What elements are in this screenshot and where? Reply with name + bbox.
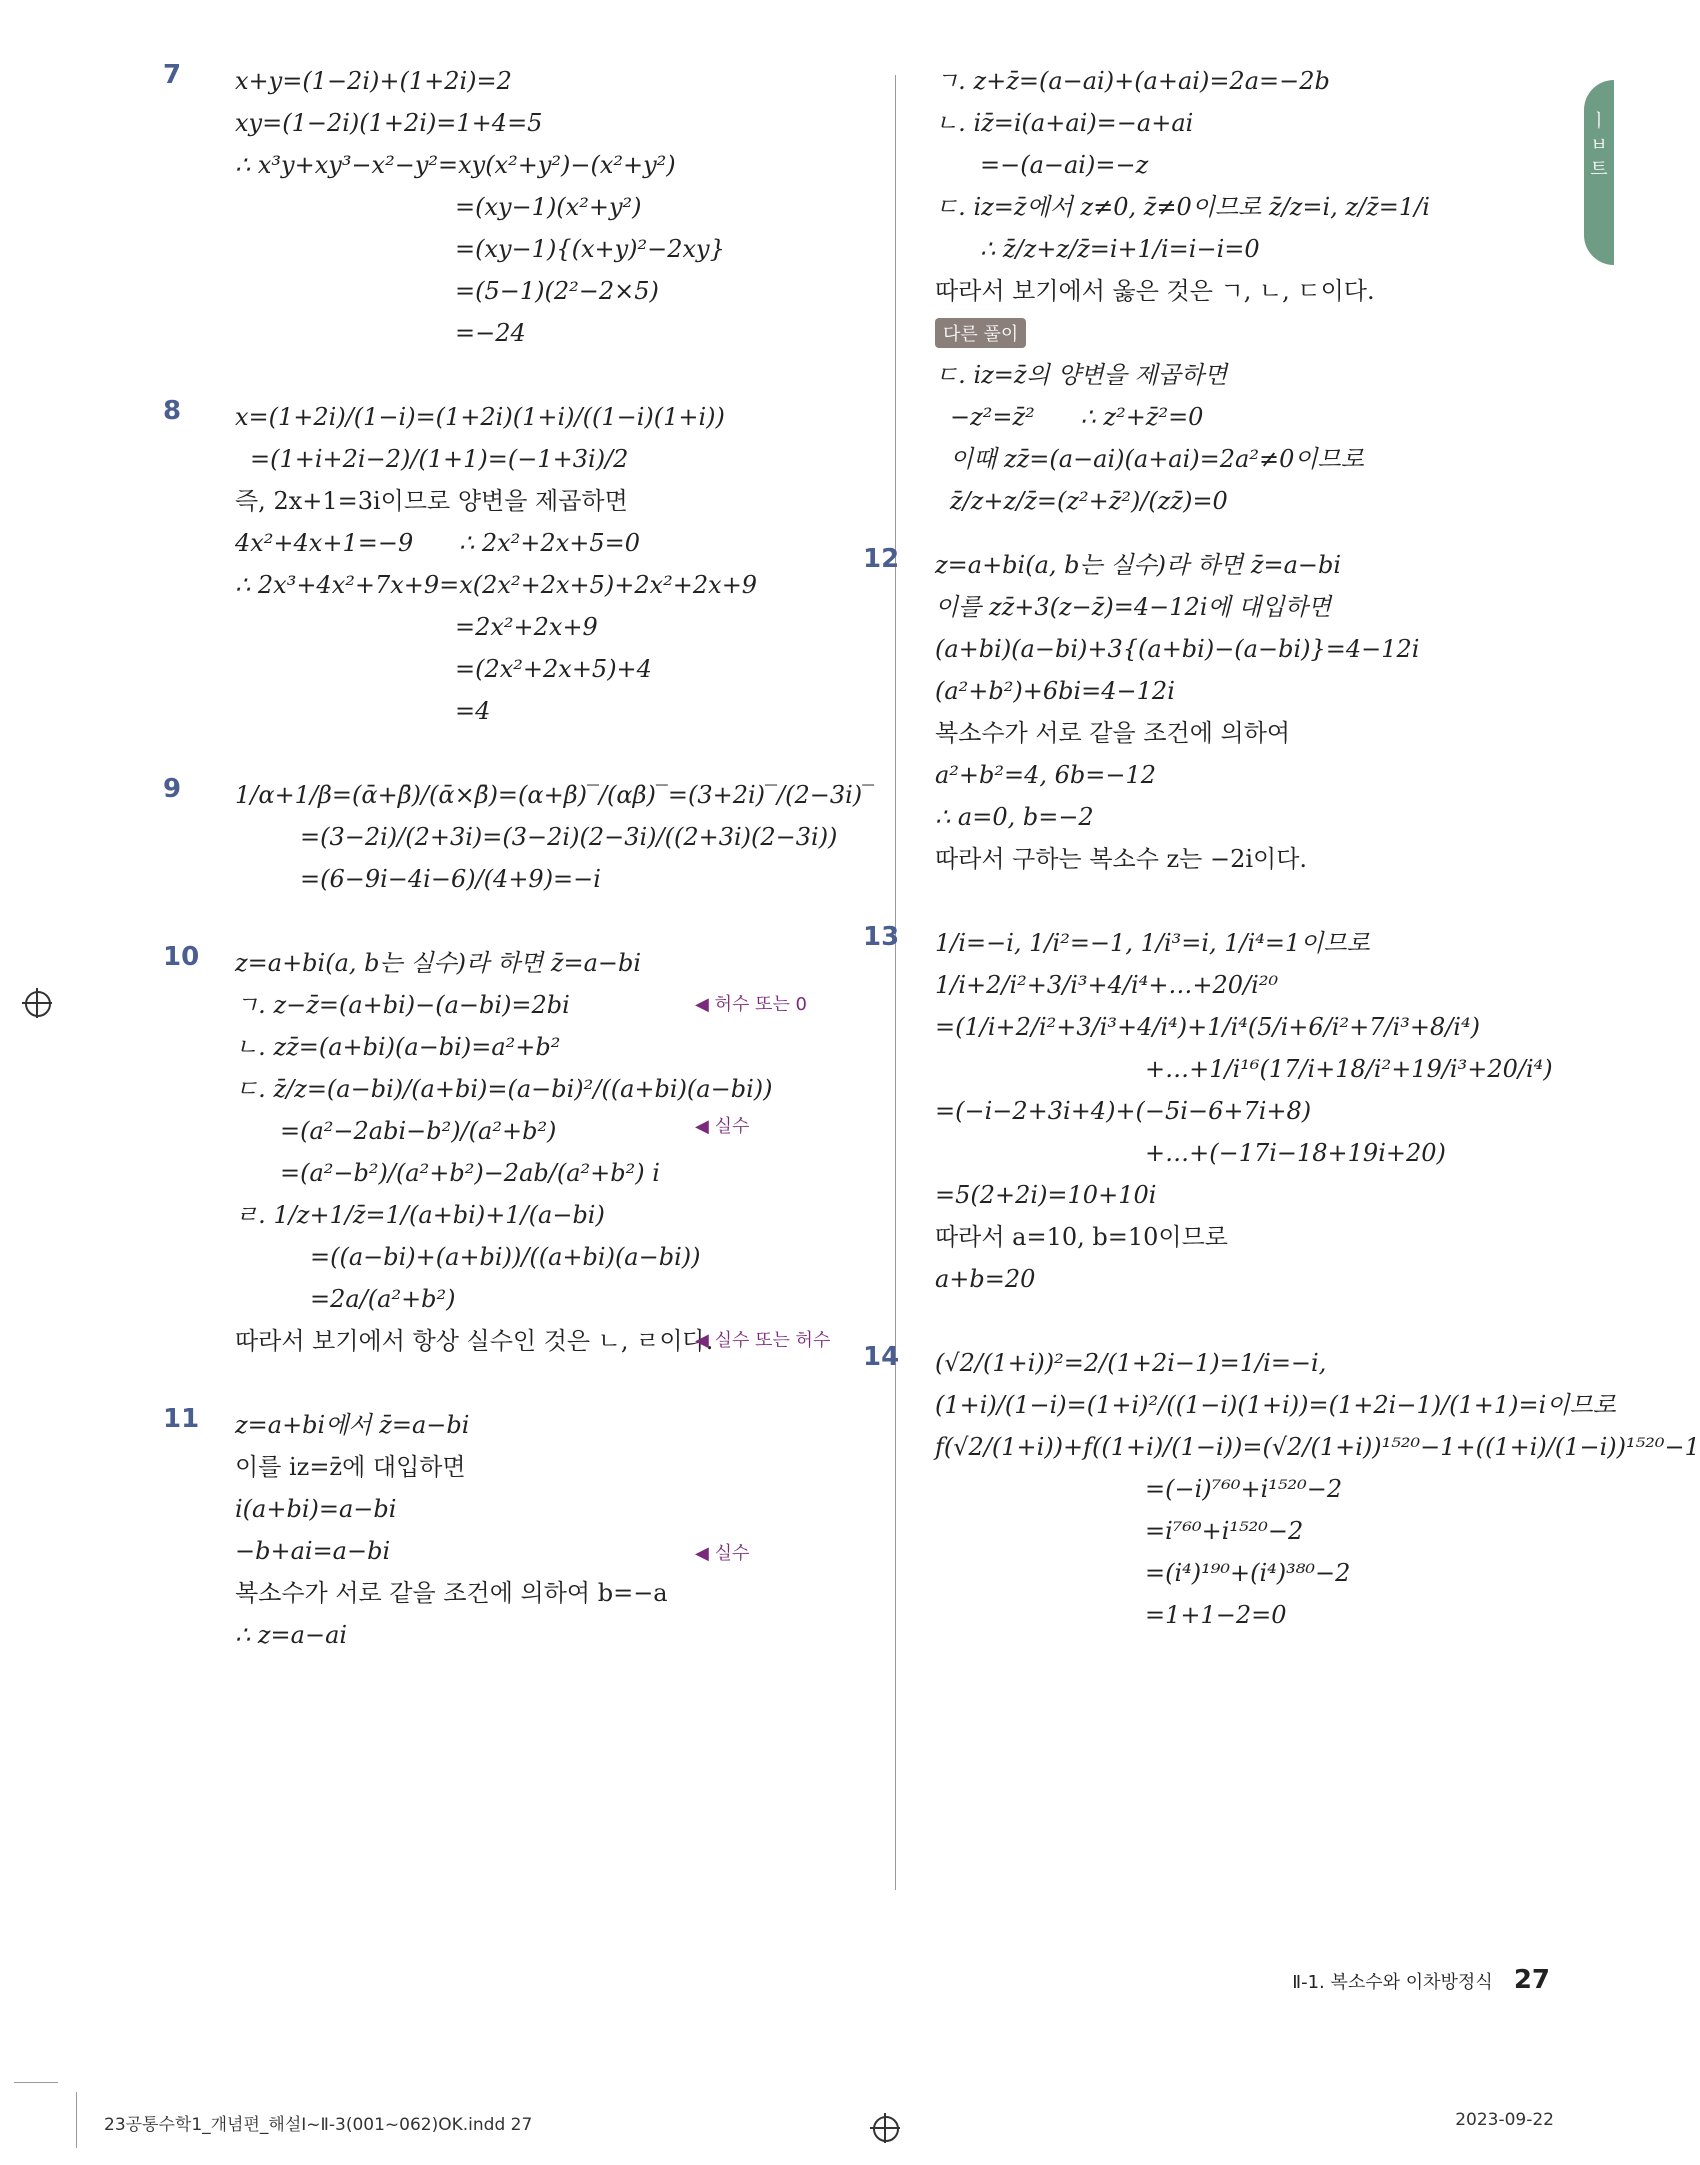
solution-line: =−(a−ai)=−z	[980, 151, 1149, 179]
solution-line: =(2x²+2x+5)+4	[455, 655, 652, 683]
problem-14	[863, 1342, 1700, 1636]
problem-number: 9	[163, 774, 182, 804]
left-column	[163, 60, 875, 1656]
problem-8	[163, 396, 875, 732]
solution-line: =(xy−1)(x²+y²)	[455, 193, 642, 221]
solution-line: a²+b²=4, 6b=−12	[935, 761, 1157, 789]
solution-line: ∴ z̄/z+z/z̄=i+1/i=i−i=0	[980, 235, 1260, 263]
solution-line: 1/i=−i, 1/i²=−1, 1/i³=i, 1/i⁴=1이므로	[935, 929, 1370, 957]
solution-line: ∴ x³y+xy³−x²−y²=xy(x²+y²)−(x²+y²)	[235, 151, 676, 179]
problem-9	[163, 774, 875, 900]
section-tab-label: ㅣㅂ트	[1590, 111, 1608, 180]
problem-number: 7	[163, 60, 182, 90]
margin-note: ◀ 실수	[695, 1543, 750, 1564]
solution-line: =i⁷⁶⁰+i¹⁵²⁰−2	[1145, 1517, 1304, 1545]
problem-number: 11	[163, 1404, 200, 1434]
solution-line: z=a+bi(a, b는 실수)라 하면 z̄=a−bi	[235, 949, 642, 977]
column-divider	[895, 75, 896, 1890]
margin-note: ◀ 허수 또는 0	[695, 994, 808, 1015]
solution-line: (1+i)/(1−i)=(1+i)²/((1−i)(1+i))=(1+2i−1)/(1+1)=i이므로	[935, 1391, 1616, 1419]
solution-line: f(√2/(1+i))+f((1+i)/(1−i))=(√2/(1+i))¹⁵²⁰−1+((1+i)/(1−i))¹⁵²⁰−1	[935, 1433, 1700, 1461]
solution-line: 따라서 구하는 복소수 z는 −2i이다.	[935, 845, 1308, 873]
solution-line: +…+(−17i−18+19i+20)	[1145, 1139, 1446, 1167]
solution-line: =((a−bi)+(a+bi))/((a+bi)(a−bi))	[310, 1243, 701, 1271]
solution-line: ㄱ. z−z̄=(a+bi)−(a−bi)=2bi ◀ 허수 또는 0	[235, 984, 875, 1026]
solution-line: 따라서 보기에서 항상 실수인 것은 ㄴ, ㄹ이다.	[235, 1327, 714, 1355]
solution-line: =1+1−2=0	[1145, 1601, 1287, 1629]
solution-line: =(3−2i)/(2+3i)=(3−2i)(2−3i)/((2+3i)(2−3i))	[300, 823, 838, 851]
solution-line: i(a+bi)=a−bi	[235, 1495, 397, 1523]
solution-line: =(1/i+2/i²+3/i³+4/i⁴)+1/i⁴(5/i+6/i²+7/i³+8/i⁴)	[935, 1013, 1480, 1041]
solution-line: ㄴ. zz̄=(a+bi)(a−bi)=a²+b²	[235, 1033, 561, 1061]
solution-line: ∴ 2x³+4x²+7x+9=x(2x²+2x+5)+2x²+2x+9	[235, 571, 758, 599]
solution-line: 따라서 a=10, b=10이므로	[935, 1223, 1228, 1251]
solution-line: =(5−1)(2²−2×5)	[455, 277, 659, 305]
solution-line: a+b=20	[935, 1265, 1036, 1293]
page-footer	[1292, 1965, 1550, 1995]
solution-line: x=(1+2i)/(1−i)=(1+2i)(1+i)/((1−i)(1+i))	[235, 403, 725, 431]
solution-line: 4x²+4x+1=−9 ∴ 2x²+2x+5=0	[235, 529, 640, 557]
solution-line: 복소수가 서로 같을 조건에 의하여 b=−a	[235, 1579, 668, 1607]
print-file-name: 23공통수학1_개념편_해설Ⅰ~Ⅱ-3(001~062)OK.indd 27	[104, 2115, 533, 2135]
solution-line: =(−i−2+3i+4)+(−5i−6+7i+8)	[935, 1097, 1312, 1125]
solution-line: x+y=(1−2i)+(1+2i)=2	[235, 67, 512, 95]
solution-line: ∴ a=0, b=−2	[935, 803, 1094, 831]
solution-line: =2x²+2x+9	[455, 613, 598, 641]
solution-line: =4	[455, 697, 491, 725]
solution-line: 즉, 2x+1=3i이므로 양변을 제곱하면	[235, 487, 628, 515]
solution-line: +…+1/i¹⁶(17/i+18/i²+19/i³+20/i⁴)	[1145, 1055, 1553, 1083]
solution-line: =(xy−1){(x+y)²−2xy}	[455, 235, 725, 263]
registration-mark-icon	[870, 2113, 900, 2143]
solution-line: 복소수가 서로 같을 조건에 의하여	[935, 719, 1291, 747]
solution-line: =−24	[455, 319, 526, 347]
alt-solution-badge: 다른 풀이	[935, 318, 1026, 348]
problem-10	[163, 942, 875, 1362]
problem-number: 13	[863, 922, 900, 952]
page-number: 27	[1513, 1965, 1550, 1995]
solution-line: 1/α+1/β=(ᾱ+β̄)/(ᾱ×β̄)=(α+β)‾/(αβ)‾=(3+2i)‾/(2−3i)‾	[235, 781, 875, 809]
solution-line: =(6−9i−4i−6)/(4+9)=−i	[300, 865, 601, 893]
solution-line: (a²+b²)+6bi=4−12i	[935, 677, 1175, 705]
solution-line: xy=(1−2i)(1+2i)=1+4=5	[235, 109, 543, 137]
problem-13	[863, 922, 1575, 1300]
crop-line	[76, 2092, 77, 2148]
solution-line: 이때 zz̄=(a−ai)(a+ai)=2a²≠0이므로	[950, 445, 1364, 473]
solution-line: z=a+bi에서 z̄=a−bi	[235, 1411, 470, 1439]
solution-line: =(i⁴)¹⁹⁰+(i⁴)³⁸⁰−2	[1145, 1559, 1351, 1587]
problem-number: 8	[163, 396, 182, 426]
solution-line: ㄷ. iz=z̄의 양변을 제곱하면	[935, 361, 1228, 389]
solution-line: 이를 zz̄+3(z−z̄)=4−12i에 대입하면	[935, 593, 1332, 621]
problem-12	[863, 544, 1575, 880]
solution-line: 1/i+2/i²+3/i³+4/i⁴+…+20/i²⁰	[935, 971, 1279, 999]
problem-11-continued	[935, 60, 1575, 522]
registration-mark-icon	[22, 988, 52, 1018]
solution-line: =(a²−b²)/(a²+b²)−2ab/(a²+b²) i	[280, 1159, 660, 1187]
solution-line: ∴ z=a−ai	[235, 1621, 348, 1649]
solution-line: z=a+bi(a, b는 실수)라 하면 z̄=a−bi	[935, 551, 1342, 579]
problem-7	[163, 60, 875, 354]
margin-note: ◀ 실수	[695, 1116, 750, 1137]
solution-line: =(1+i+2i−2)/(1+1)=(−1+3i)/2	[250, 445, 629, 473]
problem-number: 12	[863, 544, 900, 574]
solution-line: ㄴ. iz̄=i(a+ai)=−a+ai	[935, 109, 1194, 137]
solution-line: =2a/(a²+b²)	[310, 1285, 456, 1313]
margin-note: ◀ 실수 또는 허수	[695, 1330, 831, 1351]
print-date: 2023-09-22	[1455, 2110, 1554, 2130]
solution-line: ㄱ. z+z̄=(a−ai)+(a+ai)=2a=−2b	[935, 67, 1330, 95]
problem-number: 10	[163, 942, 200, 972]
chapter-title: Ⅱ-1. 복소수와 이차방정식	[1292, 1972, 1493, 1993]
solution-line: ㄷ. z̄/z=(a−bi)/(a+bi)=(a−bi)²/((a+bi)(a−bi))	[235, 1075, 773, 1103]
solution-line: =(−i)⁷⁶⁰+i¹⁵²⁰−2	[1145, 1475, 1343, 1503]
problem-number: 14	[863, 1342, 900, 1372]
solution-line: ㄹ. 1/z+1/z̄=1/(a+bi)+1/(a−bi)	[235, 1201, 605, 1229]
solution-line: z̄/z+z/z̄=(z²+z̄²)/(zz̄)=0	[950, 487, 1228, 515]
solution-line: =5(2+2i)=10+10i	[935, 1181, 1157, 1209]
solution-line: (√2/(1+i))²=2/(1+2i−1)=1/i=−i,	[935, 1349, 1327, 1377]
solution-line: −b+ai=a−bi	[235, 1537, 391, 1565]
solution-line: =(a²−2abi−b²)/(a²+b²)	[280, 1117, 557, 1145]
problem-11	[163, 1404, 875, 1656]
solution-line: −z²=z̄² ∴ z²+z̄²=0	[950, 403, 1204, 431]
solution-line: 이를 iz=z̄에 대입하면	[235, 1453, 466, 1481]
solution-line: ㄷ. iz=z̄에서 z≠0, z̄≠0이므로 z̄/z=i, z/z̄=1/i	[935, 193, 1430, 221]
solution-line: 따라서 보기에서 옳은 것은 ㄱ, ㄴ, ㄷ이다.	[935, 277, 1375, 305]
crop-line	[14, 2082, 58, 2083]
solution-line: (a+bi)(a−bi)+3{(a+bi)−(a−bi)}=4−12i	[935, 635, 1420, 663]
